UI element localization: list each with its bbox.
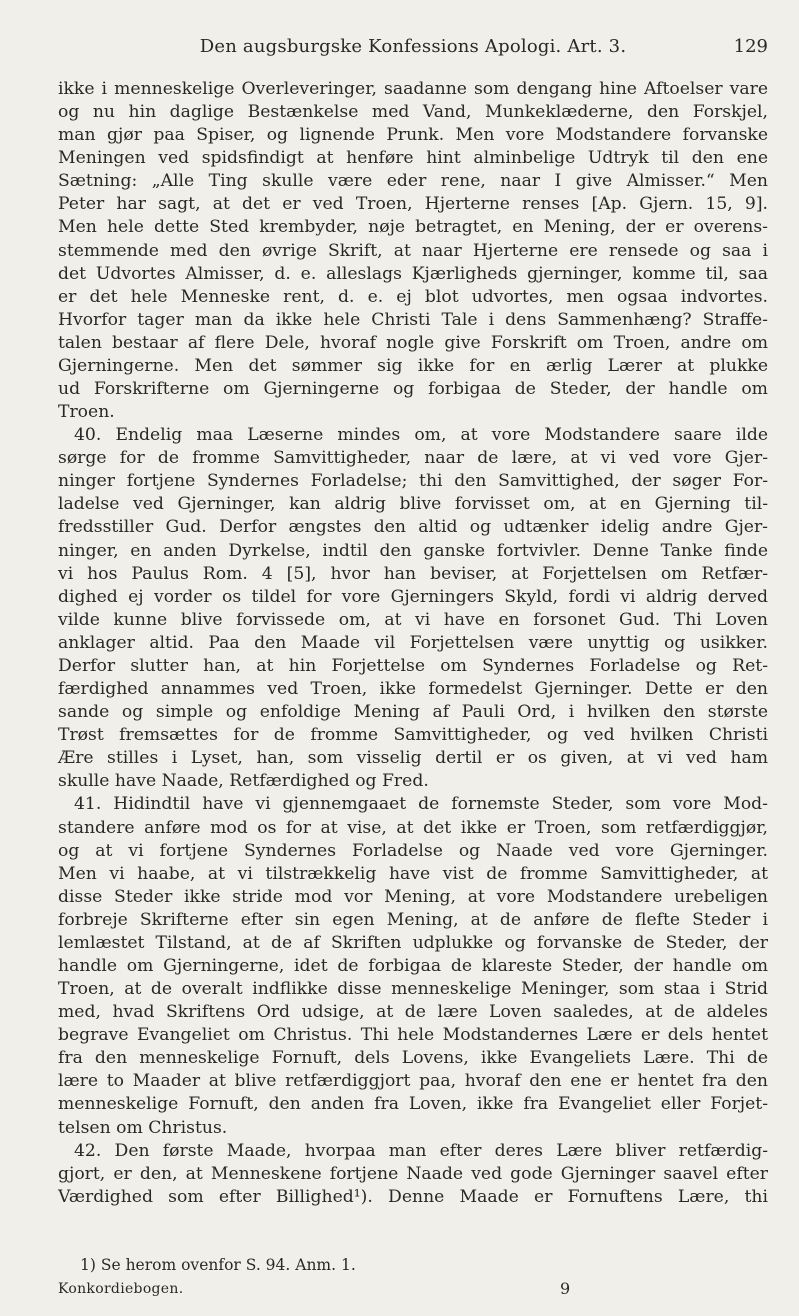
footnote xyxy=(58,1255,768,1275)
text-line: lære to Maader at blive retfærdiggjort paa, hvoraf den ene er hentet fra den xyxy=(58,1071,768,1092)
text-line: færdighed annammes ved Troen, ikke formedelst Gjerninger. Dette er den xyxy=(58,679,768,700)
text-line: Men vi haabe, at vi tilstrækkelig have vist de fromme Samvittigheder, at xyxy=(58,863,768,884)
text-line: fra den menneskelige Fornuft, dels Lovens, ikke Evangeliets Lære. Thi de xyxy=(58,1048,768,1069)
text-line: talen bestaar af flere Dele, hvoraf nogle give Forskrift om Troen, andre om xyxy=(58,332,768,353)
text-line: fredsstiller Gud. Derfor ængstes den altid og udtænker idelig andre Gjer- xyxy=(58,517,768,538)
page-number: 129 xyxy=(733,36,768,57)
text-line: Troen, at de overalt indflikke disse menneskelige Meninger, som staa i Strid xyxy=(58,979,768,1000)
text-line: er det hele Menneske rent, d. e. ej blot udvortes, men ogsaa indvortes. xyxy=(58,286,768,307)
text-line: lemlæstet Tilstand, at de af Skriften udplukke og forvanske de Steder, der xyxy=(58,932,768,953)
text-line: disse Steder ikke stride mod vor Mening, at vore Modstandere urebeligen xyxy=(58,886,768,907)
signature-number: 9 xyxy=(560,1279,571,1298)
text-line: standere anføre mod os for at vise, at det ikke er Troen, som retfærdiggjør, xyxy=(58,817,768,838)
text-line: Værdighed som efter Billighed¹). Denne Maade er Fornuftens Lære, thi xyxy=(58,1186,768,1207)
footnote-text: Se herom ovenfor S. 94. Anm. 1. xyxy=(100,1256,356,1274)
text-line: med, hvad Skriftens Ord udsige, at de lære Loven saaledes, at de aldeles xyxy=(58,1002,768,1023)
text-line: sande og simple og enfoldige Mening af Pauli Ord, i hvilken den største xyxy=(58,702,768,723)
text-line: vi hos Paulus Rom. 4 [5], hvor han beviser, at Forjettelsen om Retfær- xyxy=(58,563,768,584)
text-line: man gjør paa Spiser, og lignende Prunk. Men vore Modstandere forvanske xyxy=(58,125,768,146)
text-line: Peter har sagt, at det er ved Troen, Hjerterne renses [Ap. Gjern. 15, 9]. xyxy=(58,194,768,215)
text-line: det Udvortes Almisser, d. e. alleslags Kjærligheds gjerninger, komme til, saa xyxy=(58,263,768,284)
text-line: telsen om Christus. xyxy=(58,1117,228,1138)
text-line: Ære stilles i Lyset, han, som visselig dertil er os given, at vi ved ham xyxy=(58,748,768,769)
running-head: Den augsburgske Konfessions Apologi. Art. 3. xyxy=(199,36,627,57)
text-line: Sætning: „Alle Ting skulle være eder rene, naar I give Almisser.“ Men xyxy=(58,171,768,192)
text-line: 42. Den første Maade, hvorpaa man efter deres Lære bliver retfærdig- xyxy=(74,1140,768,1161)
text-line: Trøst fremsættes for de fromme Samvittigheder, og ved hvilken Christi xyxy=(58,725,768,746)
text-line: gjort, er den, at Menneskene fortjene Naade ved gode Gjerninger saavel efter xyxy=(58,1163,768,1184)
text-line: menneskelige Fornuft, den anden fra Loven, ikke fra Evangeliet eller Forjet- xyxy=(58,1094,768,1115)
text-line: Derfor slutter han, at hin Forjettelse om Syndernes Forladelse og Ret- xyxy=(58,655,768,676)
text-line: og at vi fortjene Syndernes Forladelse og Naade ved vore Gjerninger. xyxy=(58,840,768,861)
text-line: sørge for de fromme Samvittigheder, naar de lære, at vi ved vore Gjer- xyxy=(58,448,768,469)
text-line: 41. Hidindtil have vi gjennemgaaet de fornemste Steder, som vore Mod- xyxy=(74,794,768,815)
signature-label: Konkordiebogen. xyxy=(58,1281,184,1297)
text-line: handle om Gjerningerne, idet de forbigaa de klareste Steder, der handle om xyxy=(58,955,768,976)
text-line: Men hele dette Sted krembyder, nøje betragtet, en Mening, der er overens- xyxy=(58,217,768,238)
text-line: Hvorfor tager man da ikke hele Christi Tale i dens Sammenhæng? Straffe- xyxy=(58,309,768,330)
text-line: 40. Endelig maa Læserne mindes om, at vore Modstandere saare ilde xyxy=(74,425,768,446)
text-line: ninger fortjene Syndernes Forladelse; thi den Samvittighed, der søger For- xyxy=(58,471,768,492)
text-line: ninger, en anden Dyrkelse, indtil den ganske fortvivler. Denne Tanke finde xyxy=(58,540,768,561)
text-line: skulle have Naade, Retfærdighed og Fred. xyxy=(58,771,429,792)
text-line: dighed ej vorder os tildel for vore Gjerningers Skyld, fordi vi aldrig derved xyxy=(58,586,768,607)
body-text xyxy=(58,78,768,1209)
text-line: begrave Evangeliet om Christus. Thi hele Modstandernes Lære er dels hentet xyxy=(58,1025,768,1046)
text-line: ladelse ved Gjerninger, kan aldrig blive forvisset om, at en Gjerning til- xyxy=(58,494,768,515)
text-line: ikke i menneskelige Overleveringer, saadanne som dengang hine Aftoelser vare xyxy=(58,79,768,99)
text-line: stemmende med den øvrige Skrift, at naar Hjerterne ere rensede og saa i xyxy=(58,240,768,261)
text-line: Gjerningerne. Men det sømmer sig ikke for en ærlig Lærer at plukke xyxy=(58,355,768,376)
text-line: vilde kunne blive forvissede om, at vi have en forsonet Gud. Thi Loven xyxy=(58,609,768,630)
text-line: Meningen ved spidsfindigt at henføre hint alminbelige Udtryk til den ene xyxy=(58,148,768,169)
text-line: forbreje Skrifterne efter sin egen Mening, at de anføre de flefte Steder i xyxy=(58,909,768,930)
text-line: anklager altid. Paa den Maade vil Forjettelsen være unyttig og usikker. xyxy=(58,632,768,653)
text-line: ud Forskrifterne om Gjerningerne og forbigaa de Steder, der handle om xyxy=(58,379,768,400)
text-line: og nu hin daglige Bestænkelse med Vand, Munkeklæderne, den Forskjel, xyxy=(58,102,768,123)
text-line: Troen. xyxy=(58,402,115,423)
page-header xyxy=(58,36,768,64)
footnote-marker: 1) xyxy=(80,1256,96,1274)
